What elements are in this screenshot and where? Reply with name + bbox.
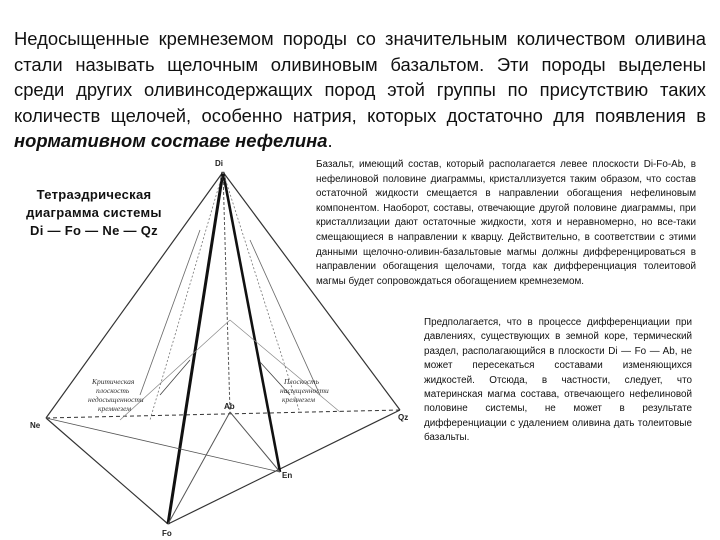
right-note-line3: кремнезем: [282, 395, 315, 404]
right-note-line1: Плоскость: [284, 377, 319, 386]
point-label-en: En: [282, 471, 293, 480]
diagram-title-line3: Di — Fo — Ne — Qz: [30, 223, 158, 238]
line-ne-en: [46, 418, 280, 472]
edge-ne-fo: [46, 418, 168, 524]
vertex-label-ne: Ne: [30, 421, 41, 430]
edge-di-fo: [168, 172, 223, 524]
edge-di-ne: [46, 172, 223, 418]
vertex-label-qz: Qz: [398, 413, 409, 422]
paragraph-basalt: Базальт, имеющий состав, который располагается левее плоскости Di-Fo-Ab, в нефелиновой половине диаграммы, кристаллизуется таким образом, что состав остаточной жидкости смещается в направлении обогащения нефелиновым компонентом. Наоборот, составы, отвечающие другой половине диаграммы, при кристаллизации дают остаточные жидкости, хотя и неравномерно, но все-таки смещающиеся в направлении к кварцу. Действительно, в соответствии с этими данными щелочно-оливин-базальтовые магмы должны дифференцироваться в направлении обогащения щелочами, тогда как дифференциация толеитовой магмы будет сопровождаться обогащением кремнеземом.: [316, 158, 696, 289]
vertex-label-di: Di: [215, 159, 223, 168]
intro-text: Недосыщенные кремнеземом породы со значительным количеством оливина стали называть щелочным оливиновым базальтом. Эти породы выделены среди других оливинсодержащих пород этой группы по присутствию таких количеств щелочей, особенно натрия, которых достаточно для появления в: [14, 28, 706, 126]
diagram-title-line1: Тетраэдрическая: [36, 187, 152, 202]
intro-end: .: [327, 130, 333, 151]
paragraph-differentiation: Предполагается, что в процессе дифференциации при давлениях, существующих в земной коре, термический раздел, располагающийся в плоскости Di — Fo — Ab, не может пересекаться составами изменяющихся жидкостей. Отсюда, в частности, следует, что материнская магма состава, отвечающего нефелиновой половине системы, не может в результате дифференциации с удалением оливина дать толеитовые базальты.: [424, 316, 692, 446]
right-note-line2: насыщенности: [280, 386, 329, 395]
left-note-line1: Критическая: [92, 377, 135, 386]
pointer-left: [160, 360, 190, 395]
left-note-line3: недосыщенности: [88, 395, 144, 404]
line-di-en: [223, 172, 280, 472]
point-label-ab: Ab: [224, 402, 235, 411]
left-note-line2: плоскость: [96, 386, 130, 395]
vertex-label-fo: Fo: [162, 529, 172, 538]
edge-fo-qz: [168, 410, 400, 524]
left-note-line4: кремнезем: [98, 404, 131, 413]
line-ab-en: [230, 412, 280, 472]
intro-emphasis: нормативном составе нефелина: [14, 130, 328, 151]
diagram-title-line2: диаграмма системы: [26, 205, 162, 220]
